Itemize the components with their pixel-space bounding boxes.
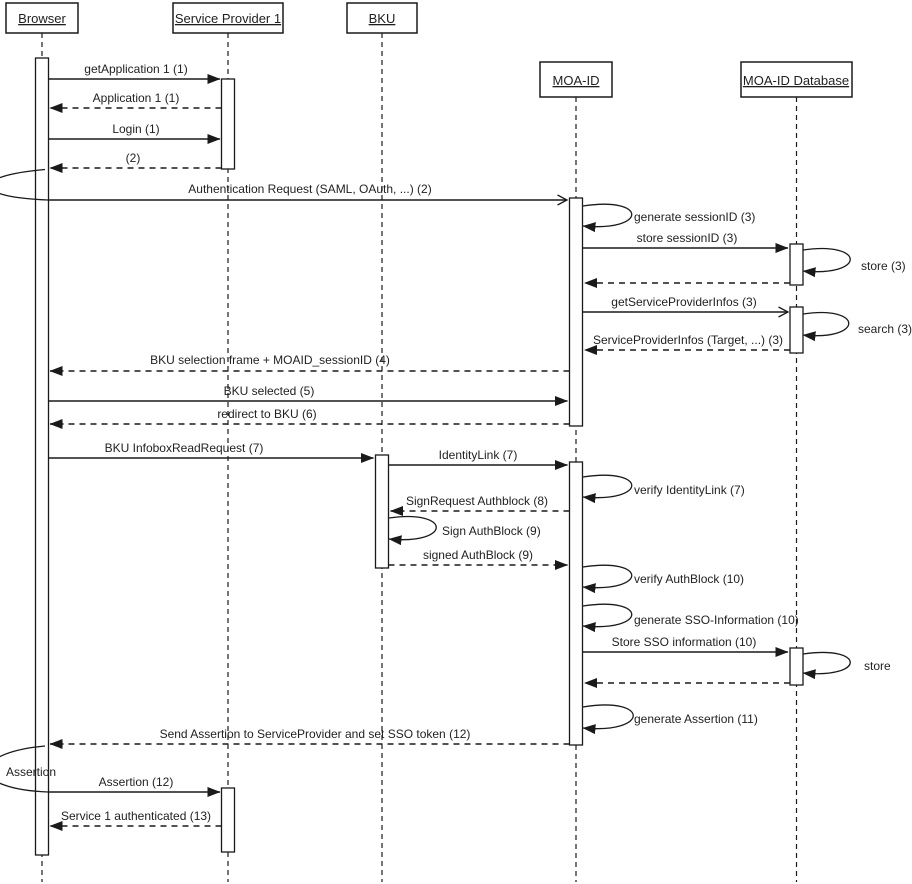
actor-moa-id-label: MOA-ID	[552, 73, 600, 88]
actor-moa-id-database	[741, 62, 852, 97]
message-label-4: Authentication Request (SAML, OAuth, ...) (2)	[188, 182, 432, 196]
activation-sp1-bottom	[222, 788, 235, 852]
message-label-28: Assertion	[6, 765, 57, 779]
message-label-30: Service 1 authenticated (13)	[60, 809, 212, 823]
message-label-5: generate sessionID (3)	[634, 210, 756, 224]
activation-browser	[36, 58, 49, 855]
actor-browser-label: Browser	[18, 11, 66, 26]
message-label-9: getServiceProviderInfos (3)	[611, 295, 757, 309]
activation-db-search	[790, 307, 803, 353]
self-message-arrow-24	[803, 652, 850, 673]
actor-browser	[6, 3, 78, 33]
message-label-21: verify AuthBlock (10)	[634, 572, 745, 586]
message-label-22: generate SSO-Information (10)	[634, 613, 799, 627]
self-message-arrow-26	[583, 705, 633, 729]
actor-bku-label: BKU	[368, 11, 396, 26]
message-label-6: store sessionID (3)	[636, 231, 738, 245]
activation-moa-id-2	[570, 462, 583, 745]
message-label-26: generate Assertion (11)	[634, 712, 758, 726]
message-label-2: Login (1)	[112, 122, 160, 136]
actor-service-provider-1	[173, 3, 283, 33]
actor-moa-id-database-label: MOA-ID Database	[742, 73, 850, 88]
self-message-arrow-19	[389, 517, 436, 540]
activation-bku	[376, 455, 389, 568]
self-message-arrow-10	[803, 313, 849, 336]
self-message-arrow-17	[583, 475, 632, 497]
message-label-18: SignRequest Authblock (8)	[405, 494, 549, 508]
message-label-3: (2)	[125, 151, 141, 165]
message-label-20: signed AuthBlock (9)	[422, 548, 534, 562]
message-label-29: Assertion (12)	[98, 775, 174, 789]
message-label-15: BKU InfoboxReadRequest (7)	[104, 441, 264, 455]
message-label-12: BKU selection frame + MOAID_sessionID (4)	[150, 353, 390, 367]
self-message-arrow-22	[583, 604, 632, 626]
message-label-11: ServiceProviderInfos (Target, ...) (3)	[592, 333, 784, 347]
message-label-0: getApplication 1 (1)	[84, 62, 188, 76]
message-label-24: store	[864, 659, 891, 673]
message-label-7: store (3)	[861, 259, 906, 273]
self-message-arrow-21	[583, 565, 632, 587]
message-label-10: search (3)	[858, 322, 912, 336]
message-label-13: BKU selected (5)	[223, 384, 315, 398]
message-label-16: IdentityLink (7)	[438, 448, 518, 462]
activation-db-store-sso	[790, 648, 803, 685]
activation-sp1-top	[222, 79, 235, 169]
message-label-23: Store SSO information (10)	[611, 635, 757, 649]
message-label-17: verify IdentityLink (7)	[634, 483, 745, 497]
actor-moa-id	[540, 62, 612, 97]
self-message-arrow-7	[803, 249, 850, 272]
message-label-27: Send Assertion to ServiceProvider and set SSO token (12)	[159, 727, 471, 741]
actor-bku	[347, 3, 417, 33]
activation-db-store-session	[790, 244, 803, 285]
message-label-19: Sign AuthBlock (9)	[442, 524, 541, 538]
self-message-arrow-5	[583, 204, 632, 226]
actor-service-provider-1-label: Service Provider 1	[174, 11, 282, 26]
message-label-1: Application 1 (1)	[92, 91, 180, 105]
activation-moa-id-1	[570, 198, 583, 426]
message-label-14: redirect to BKU (6)	[217, 407, 317, 421]
